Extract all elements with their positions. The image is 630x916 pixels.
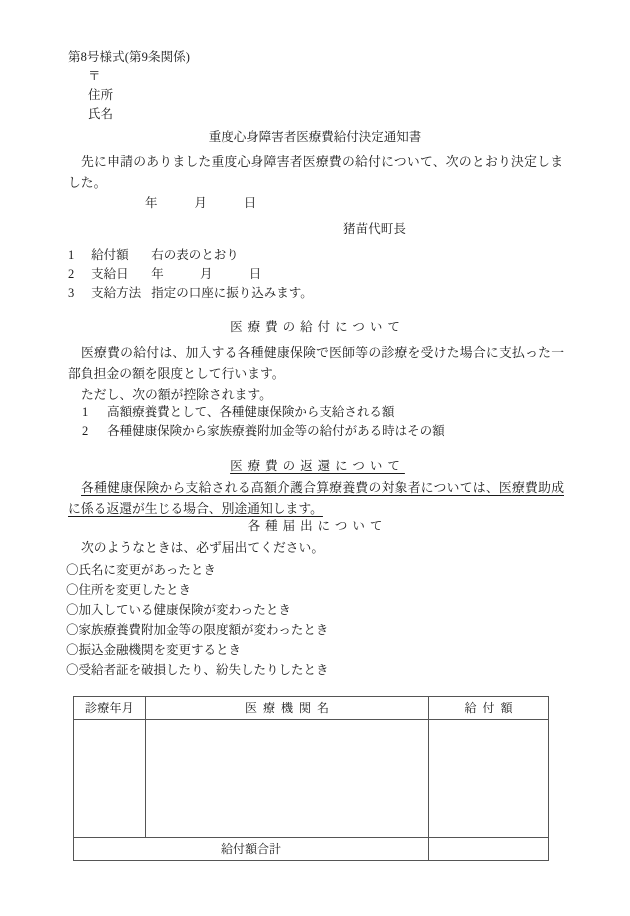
cell-institution-name[interactable] xyxy=(146,720,429,838)
total-value[interactable] xyxy=(429,838,549,861)
notification-list-item: 〇振込金融機関を変更するとき xyxy=(66,643,242,657)
payment-date-year: 年 xyxy=(151,267,164,281)
issue-date-month: 月 xyxy=(194,196,208,210)
section-body-notifications: 次のようなときは、必ず届出てください。 xyxy=(81,541,325,555)
issuer-title: 猪苗代町長 xyxy=(343,222,407,236)
section-heading-refund: 医療費の返還について xyxy=(230,459,405,473)
deduction-item-number: 2 xyxy=(82,424,89,438)
section-heading-benefit: 医療費の給付について xyxy=(230,320,405,334)
benefit-amount-table xyxy=(73,696,549,861)
section-body-refund: 各種健康保険から支給される高額介護合算療養費の対象者については、医療費助成に係る返還が生じる場合、別途通知します。 xyxy=(68,481,564,516)
decision-item-label: 給付額 xyxy=(91,248,129,262)
payment-date-day: 日 xyxy=(248,267,262,281)
decision-item-payment-method xyxy=(68,286,313,300)
table-header-benefit-amount: 給付額 xyxy=(429,697,549,720)
notification-list-item: 〇加入している健康保険が変わったとき xyxy=(66,603,291,617)
section-body-benefit: 医療費の給付は、加入する各種健康保険で医師等の診療を受けた場合に支払った一部負担金の額を限度として行います。 xyxy=(68,346,564,381)
cell-treatment-date[interactable] xyxy=(74,720,146,838)
deduction-item-text: 高額療養費として、各種健康保険から支給される額 xyxy=(107,405,395,419)
section-note-benefit-deductions: ただし、次の額が控除されます。 xyxy=(81,388,272,402)
notification-list-item: 〇氏名に変更があったとき xyxy=(66,563,216,577)
notification-list-item: 〇家族療養費附加金等の限度額が変わったとき xyxy=(66,623,329,637)
deduction-item xyxy=(82,424,445,438)
notification-list-item: 〇住所を変更したとき xyxy=(66,583,192,597)
decision-item-number: 3 xyxy=(68,286,75,300)
form-number: 第8号様式(第9条関係) xyxy=(68,50,191,64)
decision-item-label: 支給方法 xyxy=(91,286,142,300)
decision-item-number: 1 xyxy=(68,248,75,262)
issue-date-day: 日 xyxy=(243,196,257,210)
address-label: 住所 xyxy=(88,88,114,102)
notification-list-item: 〇受給者証を破損したり、紛失したりしたとき xyxy=(66,663,329,677)
decision-item-benefit-amount xyxy=(68,248,239,262)
decision-item-value: 右の表のとおり xyxy=(151,248,239,262)
deduction-item-number: 1 xyxy=(82,405,89,419)
decision-item-value: 指定の口座に振り込みます。 xyxy=(151,286,313,300)
decision-item-payment-date xyxy=(68,267,261,281)
deduction-item-text: 各種健康保険から家族療養附加金等の給付がある時はその額 xyxy=(107,424,445,438)
total-label: 給付額合計 xyxy=(74,838,429,861)
recipient-name-label: 氏名 xyxy=(88,107,114,121)
lead-paragraph: 先に申請のありました重度心身障害者医療費の給付について、次のとおり決定しました。 xyxy=(68,155,563,190)
table-total-row xyxy=(74,838,549,861)
decision-item-number: 2 xyxy=(68,267,75,281)
decision-item-label: 支給日 xyxy=(91,267,129,281)
payment-date-month: 月 xyxy=(200,267,213,281)
issue-date-line xyxy=(145,196,256,210)
section-heading-notifications: 各種届出について xyxy=(247,519,388,533)
decision-item-value xyxy=(151,267,261,281)
cell-benefit-amount[interactable] xyxy=(429,720,549,838)
table-row xyxy=(74,720,549,838)
table-header-row xyxy=(74,697,549,720)
issue-date-year: 年 xyxy=(145,196,158,210)
deduction-item xyxy=(82,405,394,419)
document-title: 重度心身障害者医療費給付決定通知書 xyxy=(208,130,422,144)
postal-mark-label: 〒 xyxy=(88,69,101,83)
table-header-treatment-date: 診療年月 xyxy=(74,697,146,720)
table-header-institution-name: 医療機関名 xyxy=(146,697,429,720)
